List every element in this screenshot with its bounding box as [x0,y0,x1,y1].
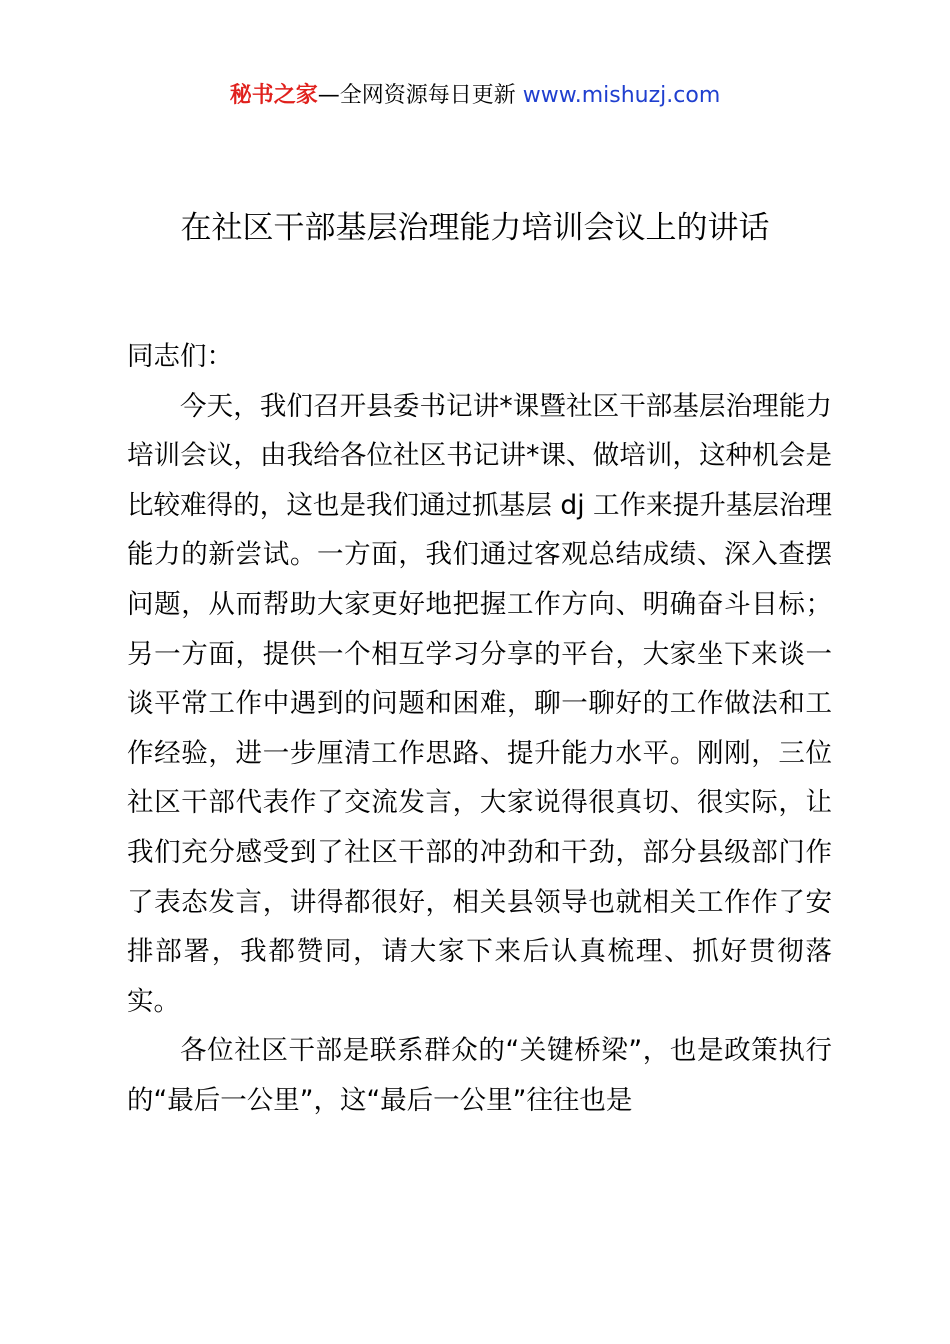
brand-name: 秘书之家 [229,83,318,108]
site-header [0,80,950,112]
paragraph-2: 各位社区干部是联系群众的“关键桥梁”，也是政策执行的“最后一公里”，这“最后一公里”往往也是 [127,1035,832,1116]
document-title: 在社区干部基层治理能力培训会议上的讲话 [180,210,770,246]
salutation: 同志们： [127,341,233,372]
header-slogan: —全网资源每日更新 [317,83,523,108]
site-url-link[interactable]: www.mishuzj.com [522,83,721,108]
paragraph-1: 今天，我们召开县委书记讲*课暨社区干部基层治理能力培训会议，由我给各位社区书记讲*课、做培训，这种机会是比较难得的，这也是我们通过抓基层 dj 工作来提升基层治理能力的新尝试。一方面，我们通过客观总结成绩、深入查摆问题，从而帮助大家更好地把握工作方向、明确奋斗目标；另一方面，提供一个相互学习分享的平台，大家坐下来谈一谈平常工作中遇到的问题和困难，聊一聊好的工作做法和工作经验，进一步厘清工作思路、提升能力水平。刚刚，三位社区干部代表作了交流发言，大家说得很真切、很实际，让我们充分感受到了社区干部的冲劲和干劲，部分县级部门作了表态发言，讲得都很好，相关县领导也就相关工作作了安排部署，我都赞同，请大家下来后认真梳理、抓好贯彻落实。 [127,390,832,1017]
document-body [127,332,832,1126]
